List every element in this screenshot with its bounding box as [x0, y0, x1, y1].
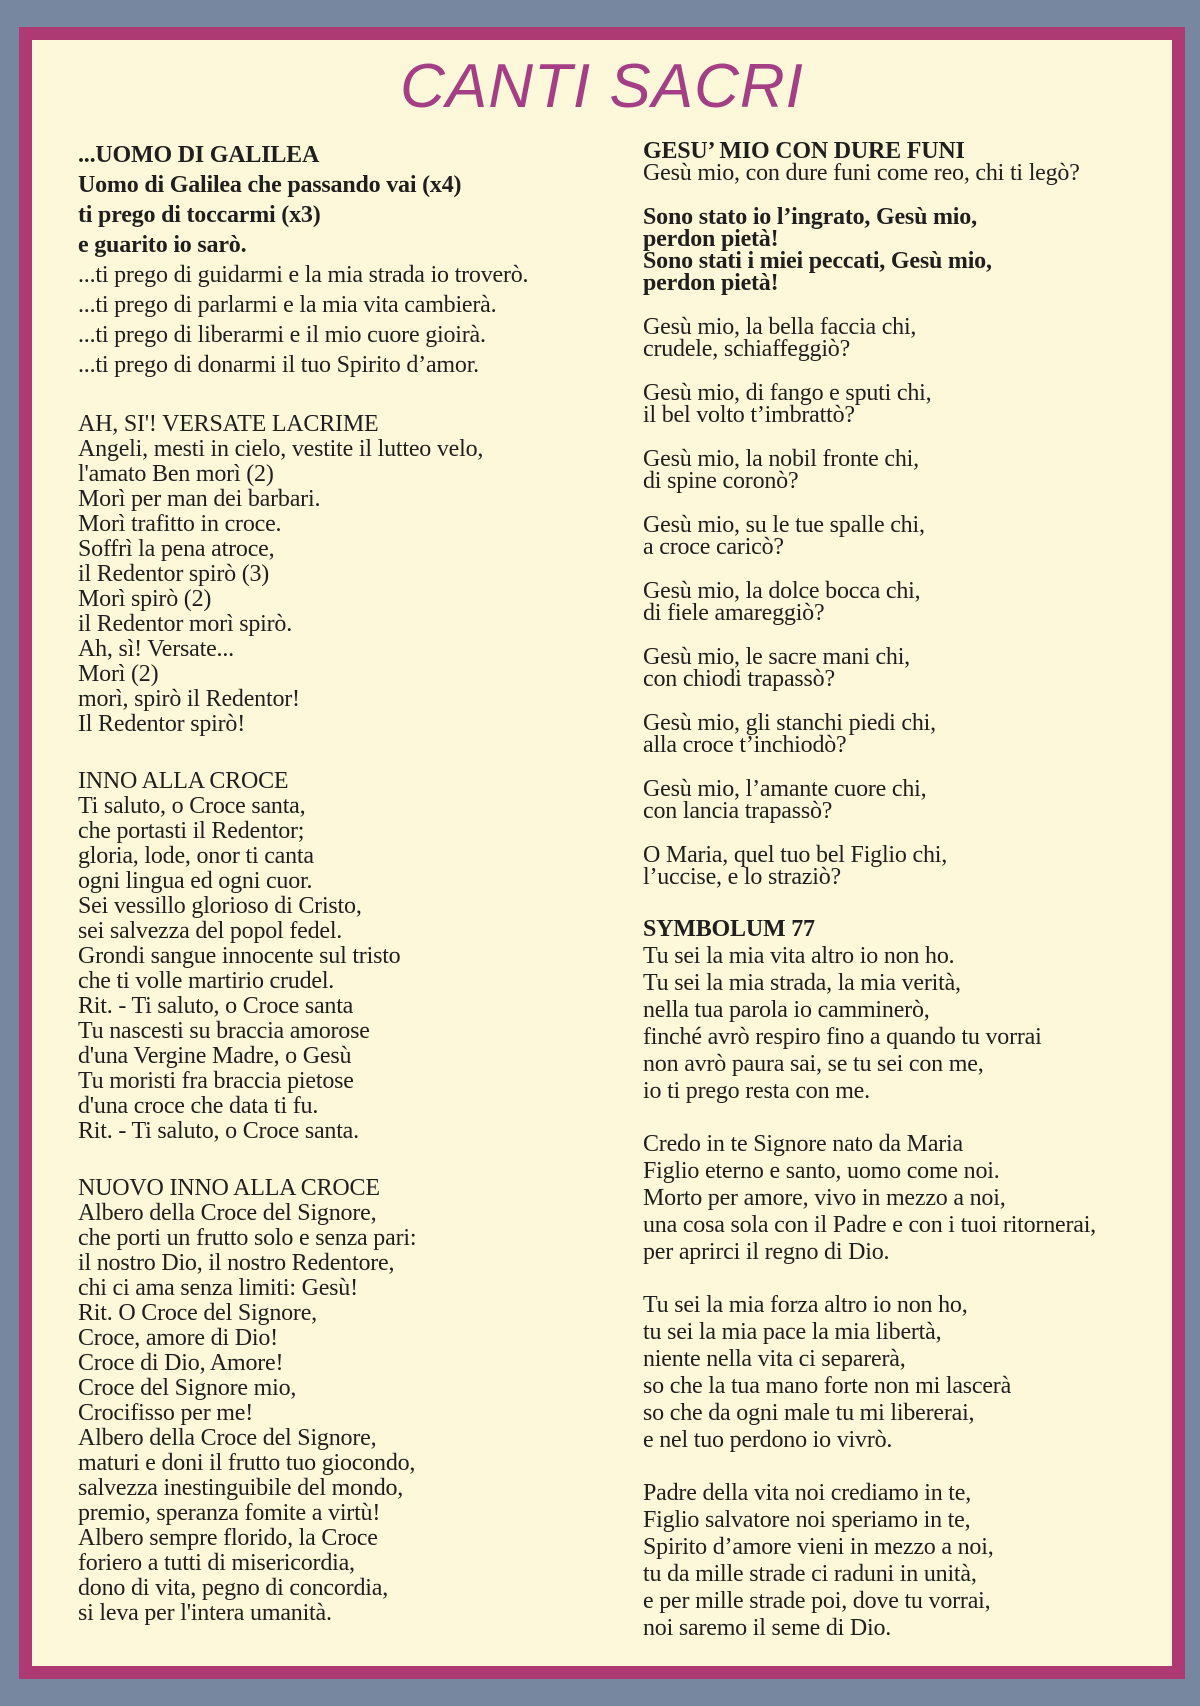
stanza [643, 1131, 1172, 1266]
song-line: ...ti prego di parlarmi e la mia vita cambierà. [78, 292, 497, 318]
stanza [78, 1201, 602, 1626]
song-line: sei salvezza del popol fedel. [78, 918, 343, 944]
song-line: Ti saluto, o Croce santa, [78, 793, 306, 819]
song-line: Albero della Croce del Signore, [78, 1425, 377, 1451]
song-line: maturi e doni il frutto tuo giocondo, [78, 1450, 416, 1476]
song-line: Il Redentor spirò! [78, 711, 246, 737]
song-line: l'amato Ben morì (2) [78, 461, 274, 487]
song-line: tu sei la mia pace la mia libertà, [643, 1319, 942, 1345]
page-title: CANTI SACRI [400, 52, 804, 121]
song-line: alla croce t’inchiodò? [643, 732, 847, 758]
song-title: SYMBOLUM 77 [643, 916, 815, 942]
stanza [643, 514, 1172, 558]
song-line: crudele, schiaffeggiò? [643, 336, 851, 362]
song [643, 916, 1172, 1642]
song-line: niente nella vita ci separerà, [643, 1346, 906, 1372]
song-line: Tu moristi fra braccia pietose [78, 1068, 354, 1094]
stanza [78, 437, 602, 737]
stanza [643, 943, 1172, 1105]
song-line: Angeli, mesti in cielo, vestite il lutteo velo, [78, 436, 484, 462]
stanza [643, 712, 1172, 756]
song-title: NUOVO INNO ALLA CROCE [78, 1175, 380, 1201]
song-line: Tu sei la mia strada, la mia verità, [643, 970, 961, 996]
song-line: Grondi sangue innocente sul tristo [78, 943, 401, 969]
stanza [643, 844, 1172, 888]
song-line: Croce di Dio, Amore! [78, 1350, 284, 1376]
song-line: d'una croce che data ti fu. [78, 1093, 319, 1119]
song-line: per aprirci il regno di Dio. [643, 1239, 890, 1265]
song-line: finché avrò respiro fino a quando tu vorrai [643, 1024, 1042, 1050]
song-line: premio, speranza fomite a virtù! [78, 1500, 381, 1526]
song-line: so che la tua mano forte non mi lascerà [643, 1373, 1012, 1399]
song-line: dono di vita, pegno di concordia, [78, 1575, 388, 1601]
song-line: ...ti prego di guidarmi e la mia strada io troverò. [78, 262, 529, 288]
song-sheet-frame [19, 27, 1185, 1679]
song-line: Albero della Croce del Signore, [78, 1200, 377, 1226]
column-left [78, 140, 602, 1642]
song-title: INNO ALLA CROCE [78, 768, 289, 794]
song-line: foriero a tutti di misericordia, [78, 1550, 355, 1576]
stanza [643, 778, 1172, 822]
song-line: Sono stati i miei peccati, Gesù mio, [643, 248, 992, 274]
stanza [643, 1480, 1172, 1642]
song-line: ogni lingua ed ogni cuor. [78, 868, 313, 894]
song-line: a croce caricò? [643, 534, 784, 560]
song-line: che portasti il Redentor; [78, 818, 305, 844]
song-line: gloria, lode, onor ti canta [78, 843, 314, 869]
song-line: con chiodi trapassò? [643, 666, 835, 692]
song-line: so che da ogni male tu mi libererai, [643, 1400, 975, 1426]
song-line: il bel volto t’imbrattò? [643, 402, 855, 428]
song-line: Croce del Signore mio, [78, 1375, 297, 1401]
song-line: Uomo di Galilea che passando vai (x4) [78, 172, 462, 198]
stanza [643, 162, 1172, 184]
song-line: Croce, amore di Dio! [78, 1325, 278, 1351]
song-line: che ti volle martirio crudel. [78, 968, 335, 994]
column-right [643, 140, 1172, 1642]
song-line: l’uccise, e lo straziò? [643, 864, 841, 890]
song-line: Tu nascesti su braccia amorose [78, 1018, 370, 1044]
song-line: perdon pietà! [643, 226, 779, 252]
song-line: ...ti prego di donarmi il tuo Spirito d’amor. [78, 352, 479, 378]
song-title: AH, SI'! VERSATE LACRIME [78, 411, 379, 437]
song [643, 140, 1172, 888]
song-line: ...ti prego di liberarmi e il mio cuore gioirà. [78, 322, 486, 348]
song [78, 412, 602, 737]
song-line: Morì spirò (2) [78, 586, 212, 612]
song-line: il Redentor spirò (3) [78, 561, 270, 587]
song-line: Soffrì la pena atroce, [78, 536, 275, 562]
song-line: il Redentor morì spirò. [78, 611, 293, 637]
song [78, 1176, 602, 1626]
song-line: Gesù mio, con dure funi come reo, chi ti legò? [643, 160, 1080, 186]
song-line: Sono stato io l’ingrato, Gesù mio, [643, 204, 977, 230]
song [78, 140, 602, 380]
song-line: Gesù mio, di fango e sputi chi, [643, 380, 932, 406]
song-line: Gesù mio, gli stanchi piedi chi, [643, 710, 936, 736]
song-line: Credo in te Signore nato da Maria [643, 1131, 963, 1157]
stanza [643, 646, 1172, 690]
song-line: Gesù mio, su le tue spalle chi, [643, 512, 925, 538]
song-line: Morto per amore, vivo in mezzo a noi, [643, 1185, 1006, 1211]
song-title: ...UOMO DI GALILEA [78, 142, 320, 168]
song-line: e per mille strade poi, dove tu vorrai, [643, 1588, 991, 1614]
stanza [78, 794, 602, 1144]
song-line: Gesù mio, la bella faccia chi, [643, 314, 917, 340]
song-line: Figlio eterno e santo, uomo come noi. [643, 1158, 1000, 1184]
song-line: Gesù mio, l’amante cuore chi, [643, 776, 927, 802]
song-line: Gesù mio, la dolce bocca chi, [643, 578, 921, 604]
song-line: Crocifisso per me! [78, 1400, 254, 1426]
song-line: Padre della vita noi crediamo in te, [643, 1480, 972, 1506]
song-line: Figlio salvatore noi speriamo in te, [643, 1507, 971, 1533]
song-line: Morì trafitto in croce. [78, 511, 282, 537]
song-line: Rit. - Ti saluto, o Croce santa. [78, 1118, 359, 1144]
song-line: ti prego di toccarmi (x3) [78, 202, 321, 228]
song-line: Ah, sì! Versate... [78, 636, 234, 662]
song-line: Spirito d’amore vieni in mezzo a noi, [643, 1534, 994, 1560]
song-line: Rit. O Croce del Signore, [78, 1300, 317, 1326]
stanza [78, 170, 602, 380]
song [78, 769, 602, 1144]
song-line: d'una Vergine Madre, o Gesù [78, 1043, 352, 1069]
song-line: e guarito io sarò. [78, 232, 247, 258]
song-line: una cosa sola con il Padre e con i tuoi ritornerai, [643, 1212, 1096, 1238]
song-title: GESU’ MIO CON DURE FUNI [643, 138, 965, 164]
song-line: Gesù mio, la nobil fronte chi, [643, 446, 919, 472]
song-line: il nostro Dio, il nostro Redentore, [78, 1250, 395, 1276]
song-line: Morì (2) [78, 661, 159, 687]
song-line: Morì per man dei barbari. [78, 486, 321, 512]
song-line: di fiele amareggiò? [643, 600, 825, 626]
song-line: Gesù mio, le sacre mani chi, [643, 644, 910, 670]
lyrics-columns [32, 140, 1172, 1642]
stanza [643, 206, 1172, 294]
song-line: perdon pietà! [643, 270, 779, 296]
song-line: tu da mille strade ci raduni in unità, [643, 1561, 977, 1587]
stanza [643, 382, 1172, 426]
song-line: io ti prego resta con me. [643, 1078, 870, 1104]
song-line: si leva per l'intera umanità. [78, 1600, 332, 1626]
song-line: O Maria, quel tuo bel Figlio chi, [643, 842, 948, 868]
song-line: che porti un frutto solo e senza pari: [78, 1225, 417, 1251]
song-line: Sei vessillo glorioso di Cristo, [78, 893, 362, 919]
song-line: Tu sei la mia vita altro io non ho. [643, 943, 955, 969]
song-line: salvezza inestinguibile del mondo, [78, 1475, 404, 1501]
song-line: morì, spirò il Redentor! [78, 686, 300, 712]
song-line: noi saremo il seme di Dio. [643, 1615, 892, 1641]
stanza [643, 1292, 1172, 1454]
stanza [643, 580, 1172, 624]
stanza [643, 316, 1172, 360]
song-line: con lancia trapassò? [643, 798, 833, 824]
song-line: Tu sei la mia forza altro io non ho, [643, 1292, 968, 1318]
song-line: non avrò paura sai, se tu sei con me, [643, 1051, 984, 1077]
song-line: di spine coronò? [643, 468, 799, 494]
song-line: Rit. - Ti saluto, o Croce santa [78, 993, 354, 1019]
song-line: e nel tuo perdono io vivrò. [643, 1427, 893, 1453]
stanza [643, 448, 1172, 492]
song-line: nella tua parola io camminerò, [643, 997, 930, 1023]
song-line: Albero sempre florido, la Croce [78, 1525, 378, 1551]
song-line: chi ci ama senza limiti: Gesù! [78, 1275, 358, 1301]
